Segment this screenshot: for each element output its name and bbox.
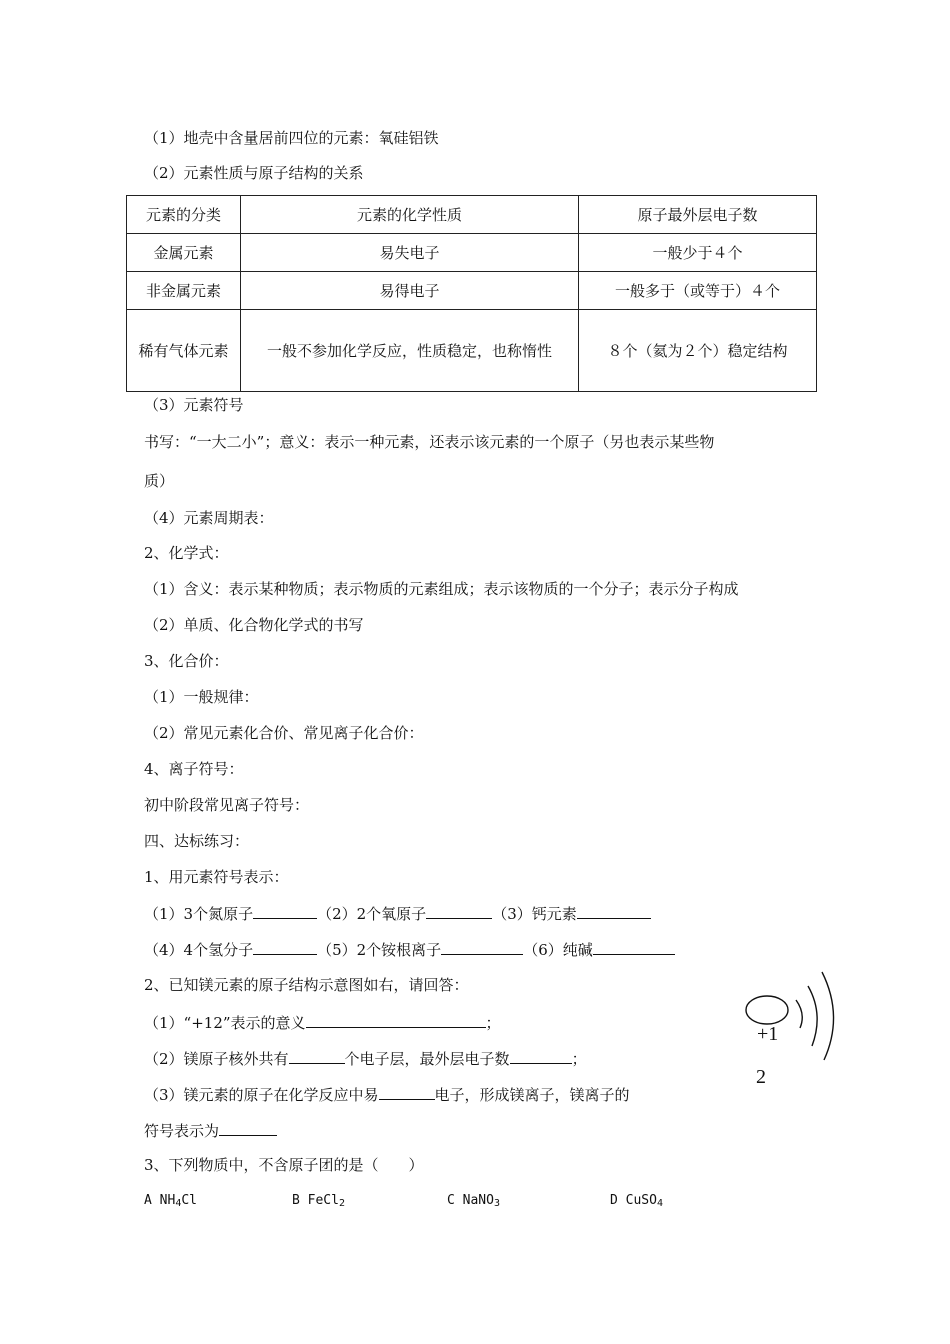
question-1-row-1 <box>144 903 651 924</box>
electron-shell-1 <box>796 1000 802 1028</box>
answer-blank[interactable] <box>379 1084 435 1100</box>
nucleus-circle <box>746 996 788 1024</box>
question-text: （4）4个氢分子 <box>144 941 254 959</box>
answer-blank[interactable] <box>253 939 317 955</box>
answer-blank[interactable] <box>510 1048 572 1064</box>
electron-shell-3 <box>822 972 834 1060</box>
body-line: 四、达标练习： <box>144 832 250 850</box>
answer-blank[interactable] <box>593 939 675 955</box>
body-line: 书写：“一大二小”；意义：表示一种元素，还表示该元素的一个原子（另也表示某些物 <box>144 433 715 451</box>
question-text: （6）纯碱 <box>523 941 593 959</box>
table-cell: 一般不参加化学反应，性质稳定，也称惰性 <box>241 310 579 392</box>
body-line: 质） <box>144 472 175 490</box>
table-row <box>127 272 817 310</box>
question-text: 电子，形成镁离子，镁离子的 <box>434 1086 630 1104</box>
table-row <box>127 234 817 272</box>
answer-blank[interactable] <box>577 903 651 919</box>
option-d[interactable] <box>610 1191 663 1214</box>
body-line: 4、离子符号： <box>144 760 244 778</box>
question-text: ； <box>485 1014 501 1032</box>
question-text: 个电子层，最外层电子数 <box>344 1050 510 1068</box>
subscript: 2 <box>338 1198 345 1209</box>
intro-line-1: （1）地壳中含量居前四位的元素：氧硅铝铁 <box>144 129 439 147</box>
table-cell: ８个（氦为２个）稳定结构 <box>579 310 817 392</box>
body-line: 初中阶段常见离子符号： <box>144 796 310 814</box>
element-properties-table <box>126 195 817 392</box>
body-line: 1、用元素符号表示： <box>144 868 289 886</box>
subscript: 4 <box>656 1198 663 1209</box>
question-text: （2）2个氧原子 <box>317 905 427 923</box>
body-line: （1）含义：表示某种物质；表示物质的元素组成；表示该物质的一个分子；表示分子构成 <box>144 580 739 598</box>
question-text: 符号表示为 <box>144 1122 220 1140</box>
body-line: 2、化学式： <box>144 544 229 562</box>
table-cell: 一般少于４个 <box>579 234 817 272</box>
table-cell: 易失电子 <box>241 234 579 272</box>
answer-blank[interactable] <box>426 903 492 919</box>
table-header-cell: 原子最外层电子数 <box>579 196 817 234</box>
question-text: ； <box>571 1050 587 1068</box>
question-2-stem: 2、已知镁元素的原子结构示意图如右，请回答： <box>144 976 469 994</box>
answer-blank[interactable] <box>289 1048 345 1064</box>
body-line: （1）一般规律： <box>144 688 259 706</box>
question-text: （2）镁原子核外共有 <box>144 1050 289 1068</box>
answer-blank[interactable] <box>219 1120 277 1136</box>
subscript: 3 <box>493 1198 500 1209</box>
electron-shell-2 <box>808 986 817 1046</box>
table-header-cell: 元素的分类 <box>127 196 241 234</box>
question-1-row-2 <box>144 939 675 960</box>
question-3-stem: 3、下列物质中，不含原子团的是（ ） <box>144 1156 424 1174</box>
question-2-sub-2 <box>144 1048 587 1069</box>
question-text: （3）钙元素 <box>492 905 577 923</box>
option-b[interactable] <box>292 1191 345 1214</box>
body-line: 3、化合价： <box>144 652 229 670</box>
answer-blank[interactable] <box>253 903 317 919</box>
table-cell: 非金属元素 <box>127 272 241 310</box>
option-c[interactable] <box>447 1191 500 1214</box>
question-2-sub-3 <box>144 1084 630 1105</box>
body-line: （3）元素符号 <box>144 396 244 414</box>
table-cell: 一般多于（或等于）４个 <box>579 272 817 310</box>
body-line: （2）单质、化合物化学式的书写 <box>144 616 364 634</box>
intro-line-2: （2）元素性质与原子结构的关系 <box>144 164 364 182</box>
question-text: （1）“+12”表示的意义 <box>144 1014 306 1032</box>
option-text: C NaNO <box>447 1193 494 1208</box>
option-a[interactable] <box>144 1191 197 1214</box>
nucleus-charge-label-wrap: 2 <box>756 1066 766 1088</box>
answer-blank[interactable] <box>306 1012 486 1028</box>
option-text: Cl <box>181 1193 197 1208</box>
question-2-sub-4 <box>144 1120 277 1141</box>
table-header-row <box>127 196 817 234</box>
body-line: （4）元素周期表： <box>144 509 274 527</box>
question-text: （1）3个氮原子 <box>144 905 254 923</box>
option-text: D CuSO <box>610 1193 657 1208</box>
option-text: B FeCl <box>292 1193 339 1208</box>
question-2-sub-1 <box>144 1012 501 1033</box>
body-line: （2）常见元素化合价、常见离子化合价： <box>144 724 424 742</box>
table-cell: 稀有气体元素 <box>127 310 241 392</box>
table-header-cell: 元素的化学性质 <box>241 196 579 234</box>
nucleus-charge-label: +1 <box>757 1023 779 1045</box>
table-cell: 易得电子 <box>241 272 579 310</box>
question-text: （5）2个铵根离子 <box>317 941 442 959</box>
table-cell: 金属元素 <box>127 234 241 272</box>
subscript: 4 <box>175 1198 182 1209</box>
table-row <box>127 310 817 392</box>
option-text: A NH <box>144 1193 176 1208</box>
answer-blank[interactable] <box>441 939 523 955</box>
question-text: （3）镁元素的原子在化学反应中易 <box>144 1086 379 1104</box>
